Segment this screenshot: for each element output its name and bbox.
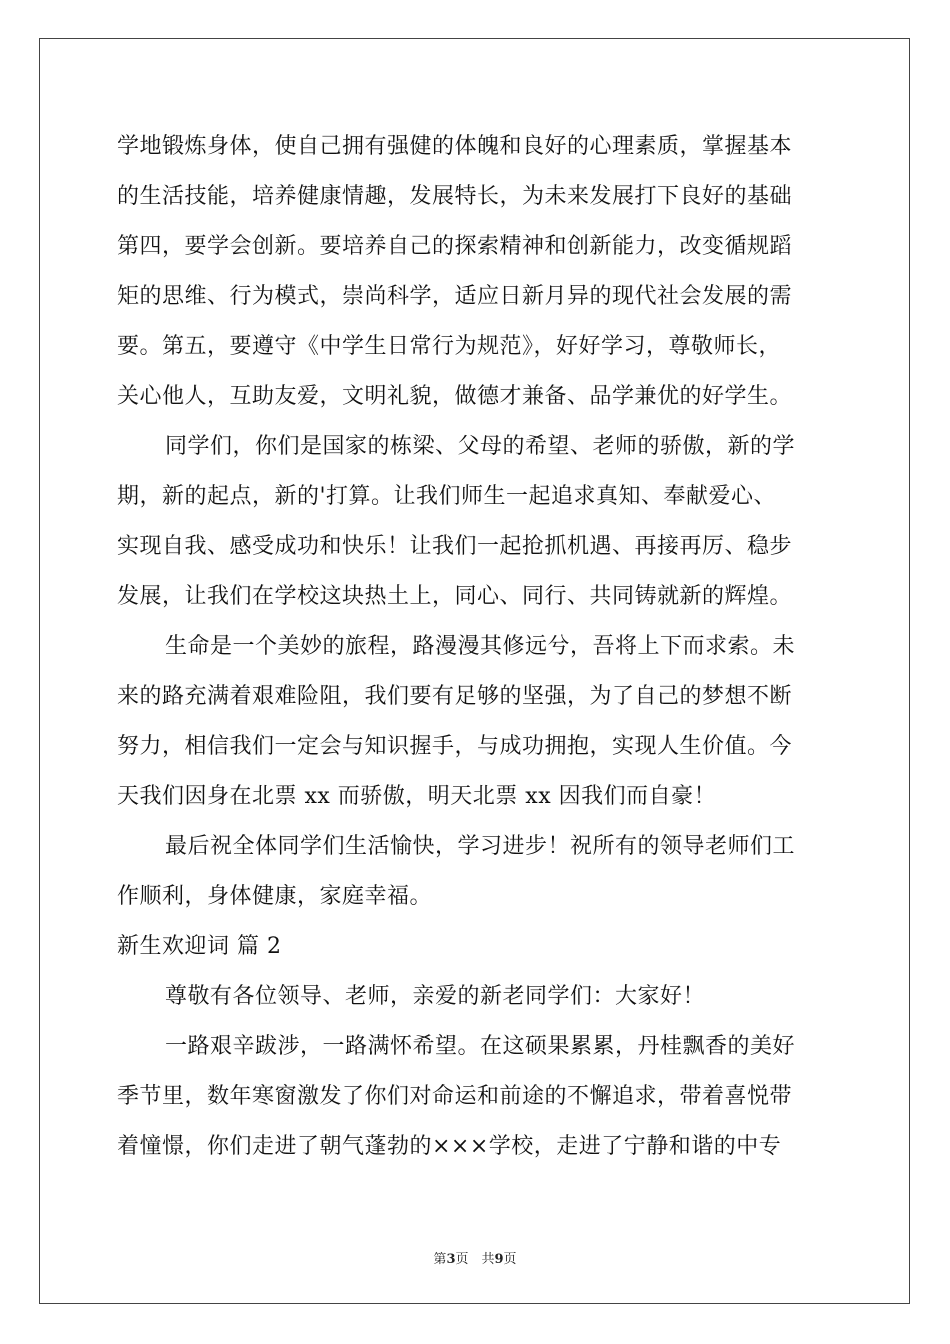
section-heading: 新生欢迎词 篇 2	[117, 934, 282, 959]
text-line: 学地锻炼身体，使自己拥有强健的体魄和良好的心理素质，掌握基本	[117, 134, 793, 159]
text-line: 的生活技能，培养健康情趣，发展特长，为未来发展打下良好的基础	[117, 184, 793, 209]
text-line: 实现自我、感受成功和快乐！让我们一起抢抓机遇、再接再厉、稳步	[117, 534, 793, 559]
text-line: 要。第五，要遵守《中学生日常行为规范》，好好学习，尊敬师长，	[117, 334, 782, 359]
footer-suffix: 页	[503, 1252, 517, 1267]
text-line: 作顺利，身体健康，家庭幸福。	[117, 884, 433, 909]
page-footer	[0, 1248, 950, 1267]
text-line: 季节里，数年寒窗激发了你们对命运和前途的不懈追求，带着喜悦带	[117, 1084, 793, 1109]
text-line: 来的路充满着艰难险阻，我们要有足够的坚强，为了自己的梦想不断	[117, 684, 793, 709]
footer-middle: 页 共	[455, 1252, 495, 1267]
paragraph-first-line: 一路艰辛跋涉，一路满怀希望。在这硕果累累，丹桂飘香的美好	[165, 1034, 796, 1059]
paragraph-first-line: 最后祝全体同学们生活愉快，学习进步！祝所有的领导老师们工	[165, 834, 796, 859]
paragraph-first-line: 同学们，你们是国家的栋梁、父母的希望、老师的骄傲，新的学	[165, 434, 796, 459]
text-line: 期，新的起点，新的'打算。让我们师生一起追求真知、奉献爱心、	[117, 484, 777, 509]
text-line: 第四，要学会创新。要培养自己的探索精神和创新能力，改变循规蹈	[117, 234, 793, 259]
text-line: 发展，让我们在学校这块热土上，同心、同行、共同铸就新的辉煌。	[117, 584, 793, 609]
document-body	[117, 122, 835, 1172]
total-page-count: 9	[494, 1252, 504, 1267]
footer-prefix: 第	[433, 1252, 447, 1267]
paragraph-first-line: 尊敬有各位领导、老师，亲爱的新老同学们：大家好！	[165, 984, 706, 1009]
text-line: 努力，相信我们一定会与知识握手，与成功拥抱，实现人生价值。今	[117, 734, 793, 759]
current-page-number: 3	[446, 1252, 456, 1267]
text-line: 矩的思维、行为模式，崇尚科学，适应日新月异的现代社会发展的需	[117, 284, 793, 309]
paragraph-first-line: 生命是一个美妙的旅程，路漫漫其修远兮，吾将上下而求索。未	[165, 634, 796, 659]
text-line: 着憧憬，你们走进了朝气蓬勃的×××学校，走进了宁静和谐的中专	[117, 1134, 782, 1159]
text-line: 关心他人，互助友爱，文明礼貌，做德才兼备、品学兼优的好学生。	[117, 384, 793, 409]
text-line: 天我们因身在北票 xx 而骄傲，明天北票 xx 因我们而自豪！	[117, 784, 717, 809]
